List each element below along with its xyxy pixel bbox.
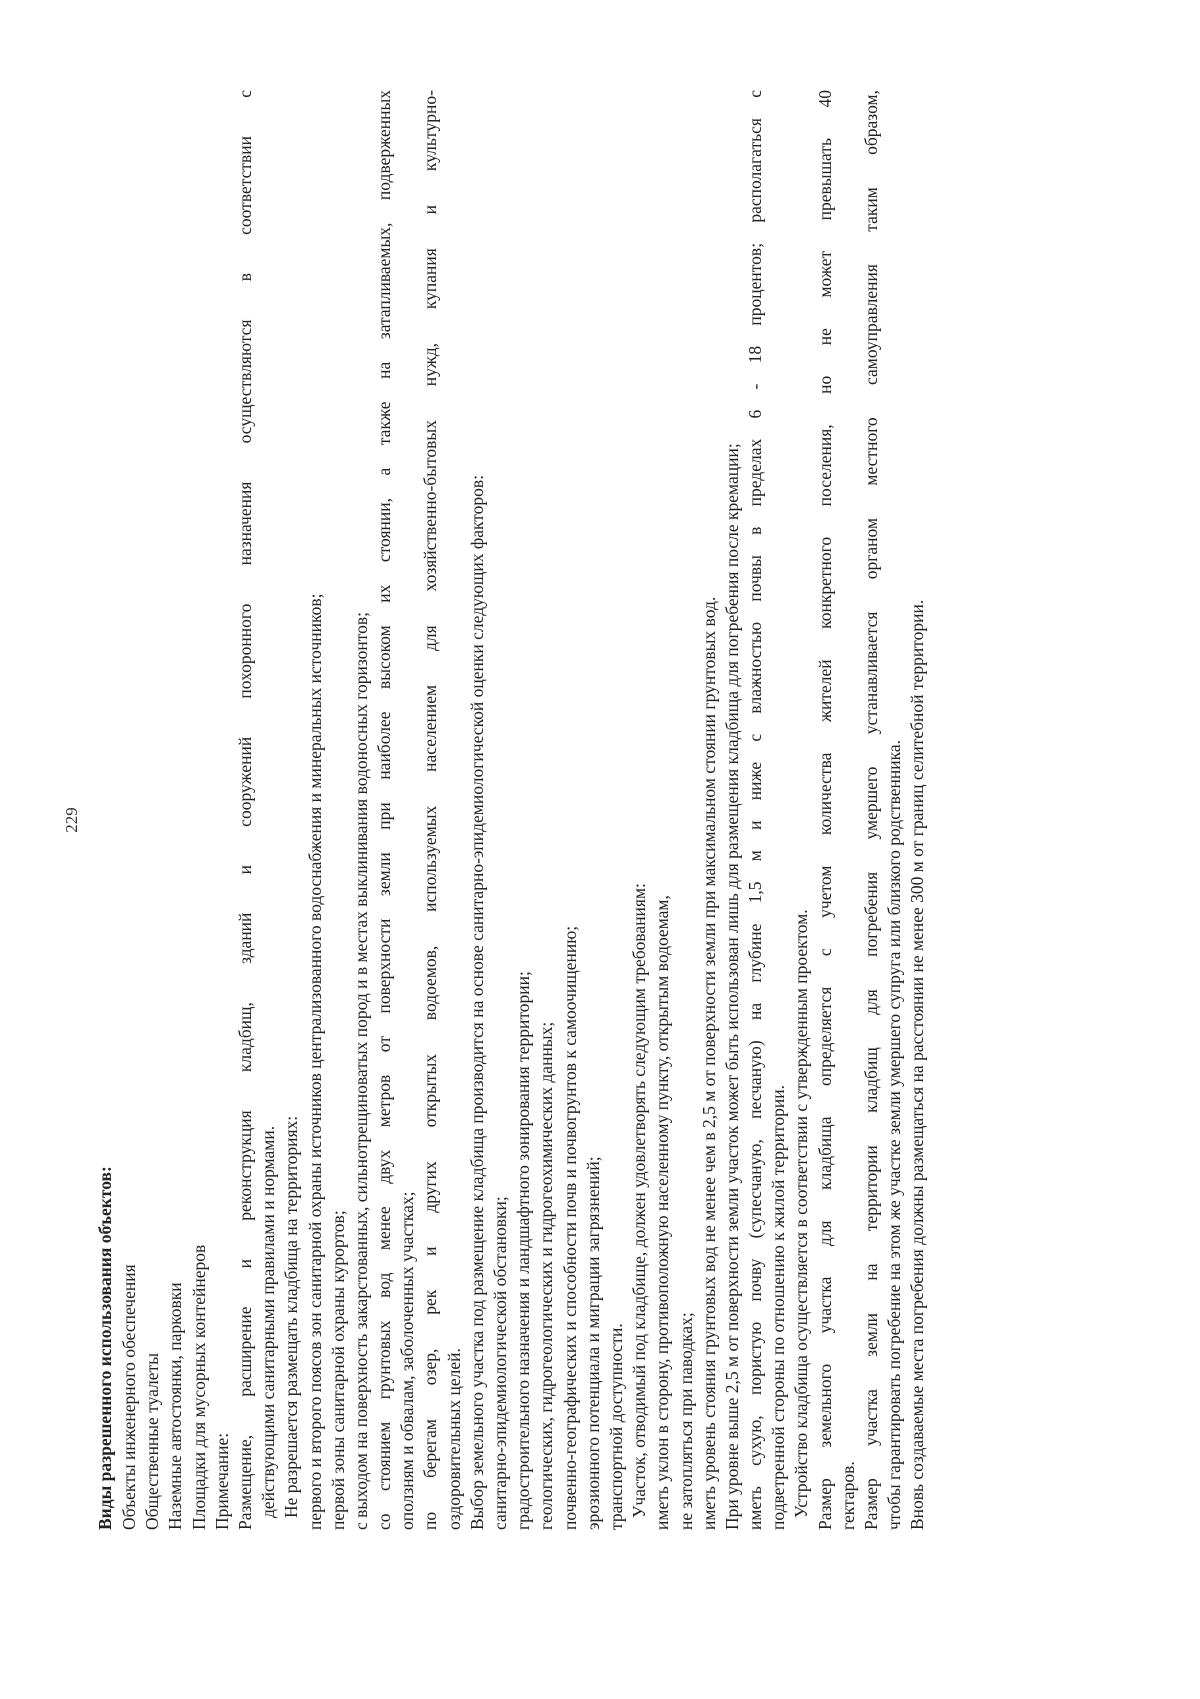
text-line: Участок, отводимый под кладбище, должен удовлетворять следующим требованиям: <box>629 883 650 1518</box>
text-line: первого и второго поясов зон санитарной охраны источников централизованного водоснабжения и минеральных источников; <box>304 593 325 1530</box>
text-line: транспортной доступности. <box>605 1323 626 1530</box>
section-heading: Виды разрешенного использования объектов: <box>95 1166 115 1530</box>
text-line: иметь уровень стояния грунтовых вод не менее чем в 2,5 м от поверхности земли при максимальном стоянии грунтовых вод. <box>698 596 719 1530</box>
text-line: Не разрешается размещать кладбища на территориях: <box>281 1115 302 1518</box>
text-line: подветренной стороны по отношению к жилой территории. <box>768 1084 789 1530</box>
text-line: Размер земельного участка для кладбища определяется с учетом количества жителей конкретного поселения, но не может превышать 40 <box>814 90 835 1530</box>
text-line: Объекты инженерного обеспечения <box>119 1264 139 1530</box>
body-text <box>118 90 930 1530</box>
text-line: почвенно-географических и способности почв и почвогрунтов к самоочищению; <box>559 925 580 1530</box>
text-line: действующими санитарными правилами и нормами. <box>258 1125 279 1518</box>
text-line: Устройство кладбища осуществляется в соответствии с утвержденным проектом. <box>791 909 812 1518</box>
text-line: чтобы гарантировать погребение на этом же участке земли умершего супруга или близкого родственника. <box>884 739 905 1530</box>
text-line: Общественные туалеты <box>142 1353 163 1530</box>
text-line: оползням и обвалам, заболоченных участках; <box>397 1191 418 1530</box>
text-line: геологических, гидрогеологических и гидрогеохимических данных; <box>536 1021 557 1530</box>
text-line: первой зоны санитарной охраны курортов; <box>327 1210 348 1530</box>
text-line: эрозионного потенциала и миграции загрязнений; <box>582 1156 603 1530</box>
text-line: Размещение, расширение и реконструкция кладбищ, зданий и сооружений похоронного назначения осуществляются в соответствии с <box>234 90 255 1530</box>
page-number: 229 <box>62 807 81 833</box>
text-line: не затопляться при паводках; <box>675 1312 696 1530</box>
rotated-text-block <box>62 40 1062 1600</box>
text-line: по берегам озер, рек и других открытых водоемов, используемых населением для хозяйственно-бытовых нужд, купания и культурно- <box>420 90 441 1530</box>
text-line: с выходом на поверхность закарстованных, сильнотрещиноватых пород и в местах выклинивания водоносных горизонтов; <box>350 611 371 1530</box>
text-line: градостроительного назначения и ландшафтного зонирования территории; <box>513 971 534 1530</box>
text-line: оздоровительных целей. <box>443 1348 464 1530</box>
text-line: иметь уклон в сторону, противоположную населенному пункту, открытым водоемам, <box>652 895 673 1530</box>
text-line: санитарно-эпидемиологической обстановки; <box>490 1196 510 1530</box>
text-line: Площадки для мусорных контейнеров <box>188 1244 209 1530</box>
text-line: со стоянием грунтовых вод менее двух метров от поверхности земли при наиболее высоком их стоянии, а также на затапливаемых, подверженных <box>374 90 395 1530</box>
text-line: Размер участка земли на территории кладбищ для погребения умершего устанавливается органом местного самоуправления таким образом, <box>861 90 881 1530</box>
text-line: При уровне выше 2,5 м от поверхности земли участок может быть использован лишь для размещения кладбища для погребения после кремации; <box>721 443 742 1530</box>
text-line: Наземные автостоянки, парковки <box>165 1282 186 1530</box>
text-line: Вновь создаваемые места погребения должны размещаться на расстоянии не менее 300 м от границ селитебной территории. <box>907 599 928 1530</box>
text-line: Выбор земельного участка под размещение кладбища производится на основе санитарно-эпидемиологической оценки следующих факторов: <box>466 474 487 1530</box>
text-line: Примечание: <box>211 1432 232 1530</box>
text-line: гектаров. <box>837 1461 858 1530</box>
text-line: иметь сухую, пористую почву (супесчаную, песчаную) на глубине 1,5 м и ниже с влажностью почвы в пределах 6 - 18 процентов; располагаться с <box>745 90 766 1530</box>
